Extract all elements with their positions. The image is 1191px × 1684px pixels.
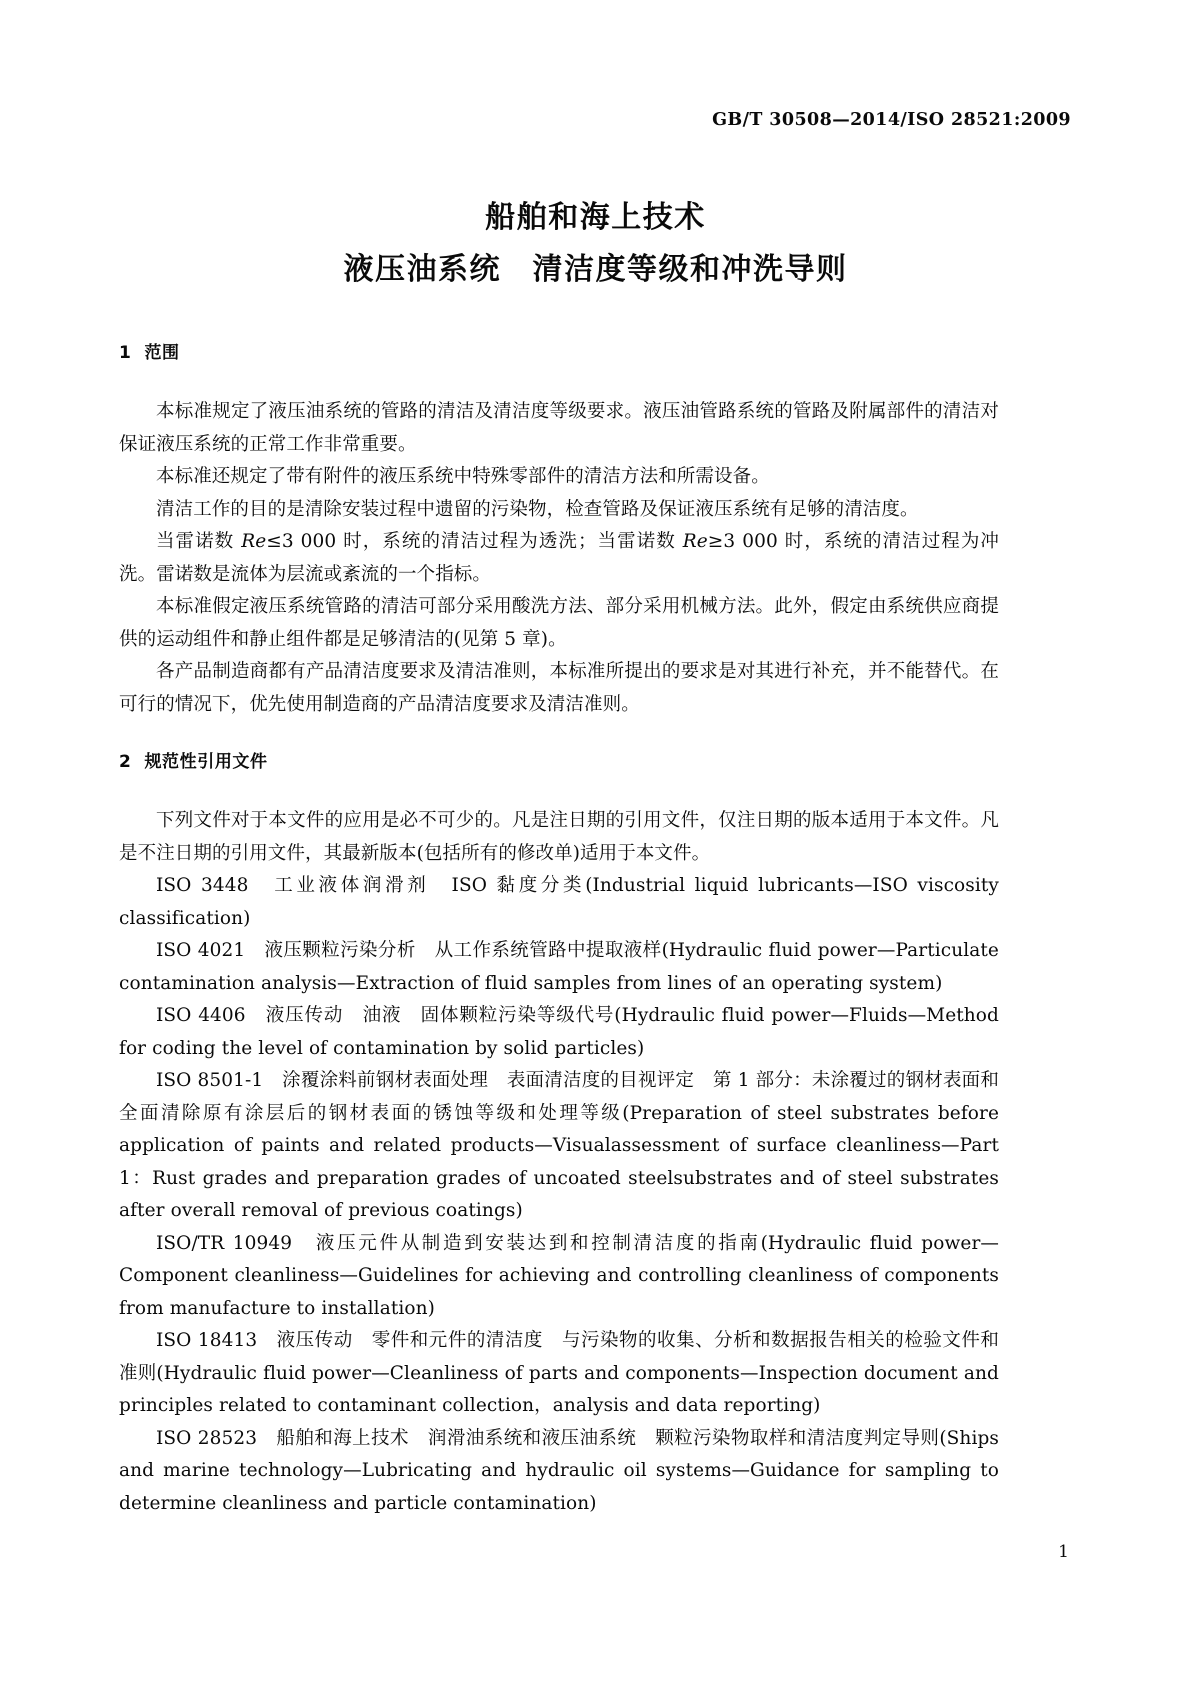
normative-reference-item: ISO 8501-1 涂覆涂料前钢材表面处理 表面清洁度的目视评定 第 1 部分：未涂覆过的钢材表面和全面清除原有涂层后的钢材表面的锈蚀等级和处理等级(Preparation of steel substrates before application of paints and related products—Visualassessment of surface cleanliness—Part 1：Rust grades and preparation grades of uncoated steelsubstrates and of steel substrates after overall removal of previous coatings) [119,1070,999,1221]
clause-1-paragraph-6: 各产品制造商都有产品清洁度要求及清洁准则，本标准所提出的要求是对其进行补充，并不能替代。在可行的情况下，优先使用制造商的产品清洁度要求及清洁准则。 [119,661,999,715]
clause-2-intro: 下列文件对于本文件的应用是必不可少的。凡是注日期的引用文件，仅注日期的版本适用于本文件。凡是不注日期的引用文件，其最新版本(包括所有的修改单)适用于本文件。 [119,810,999,864]
clause-2-title: 规范性引用文件 [144,752,268,772]
title-line-primary: 船舶和海上技术 [485,200,706,235]
clause-1-paragraph-5: 本标准假定液压系统管路的清洁可部分采用酸洗方法、部分采用机械方法。此外，假定由系统供应商提供的运动组件和静止组件都是足够清洁的(见第 5 章)。 [119,596,999,650]
clause-1-paragraph-3: 清洁工作的目的是清除安装过程中遗留的污染物，检查管路及保证液压系统有足够的清洁度。 [156,498,919,520]
running-header: GB/T 30508—2014/ISO 28521:2009 [712,110,1071,130]
page-number: 1 [1058,1542,1069,1562]
document-title [0,196,1191,294]
normative-reference-item: ISO 4406 液压传动 油液 固体颗粒污染等级代号(Hydraulic fluid power—Fluids—Method for coding the level of contamination by solid particles) [119,1005,999,1059]
clause-1-title: 范围 [144,343,180,363]
normative-reference-item: ISO 28523 船舶和海上技术 润滑油系统和液压油系统 颗粒污染物取样和清洁度判定导则(Ships and marine technology—Lubricating and hydraulic oil systems—Guidance for sampling to determine cleanliness and particle contamination) [119,1427,999,1514]
clause-2-number: 2 [119,752,132,772]
document-body [119,340,999,1520]
clause-1-paragraph-1: 本标准规定了液压油系统的管路的清洁及清洁度等级要求。液压油管路系统的管路及附属部件的清洁对保证液压系统的正常工作非常重要。 [119,401,999,455]
clause-2-heading [119,749,999,775]
clause-1-number: 1 [119,343,132,363]
normative-reference-item: ISO 18413 液压传动 零件和元件的清洁度 与污染物的收集、分析和数据报告相关的检验文件和准则(Hydraulic fluid power—Cleanliness of parts and components—Inspection document and principles related to contaminant collection，analysis and data reporting) [119,1330,999,1416]
title-line-secondary: 液压油系统 清洁度等级和冲洗导则 [343,252,848,287]
normative-reference-item: ISO 3448 工业液体润滑剂 ISO 黏度分类(Industrial liquid lubricants—ISO viscosity classification) [119,875,999,929]
clause-1-paragraph-4: 当雷诺数 Re≤3 000 时，系统的清洁过程为透洗；当雷诺数 Re≥3 000 时，系统的清洁过程为冲洗。雷诺数是流体为层流或紊流的一个指标。 [119,531,999,585]
clause-1-heading [119,340,999,366]
normative-reference-item: ISO 4021 液压颗粒污染分析 从工作系统管路中提取液样(Hydraulic fluid power—Particulate contamination analysis—Extraction of fluid samples from lines of an operating system) [119,940,999,994]
clause-1-paragraph-2: 本标准还规定了带有附件的液压系统中特殊零部件的清洁方法和所需设备。 [156,466,770,487]
normative-reference-item: ISO/TR 10949 液压元件从制造到安装达到和控制清洁度的指南(Hydraulic fluid power—Component cleanliness—Guidelines for achieving and controlling cleanliness of components from manufacture to installation) [119,1232,999,1319]
